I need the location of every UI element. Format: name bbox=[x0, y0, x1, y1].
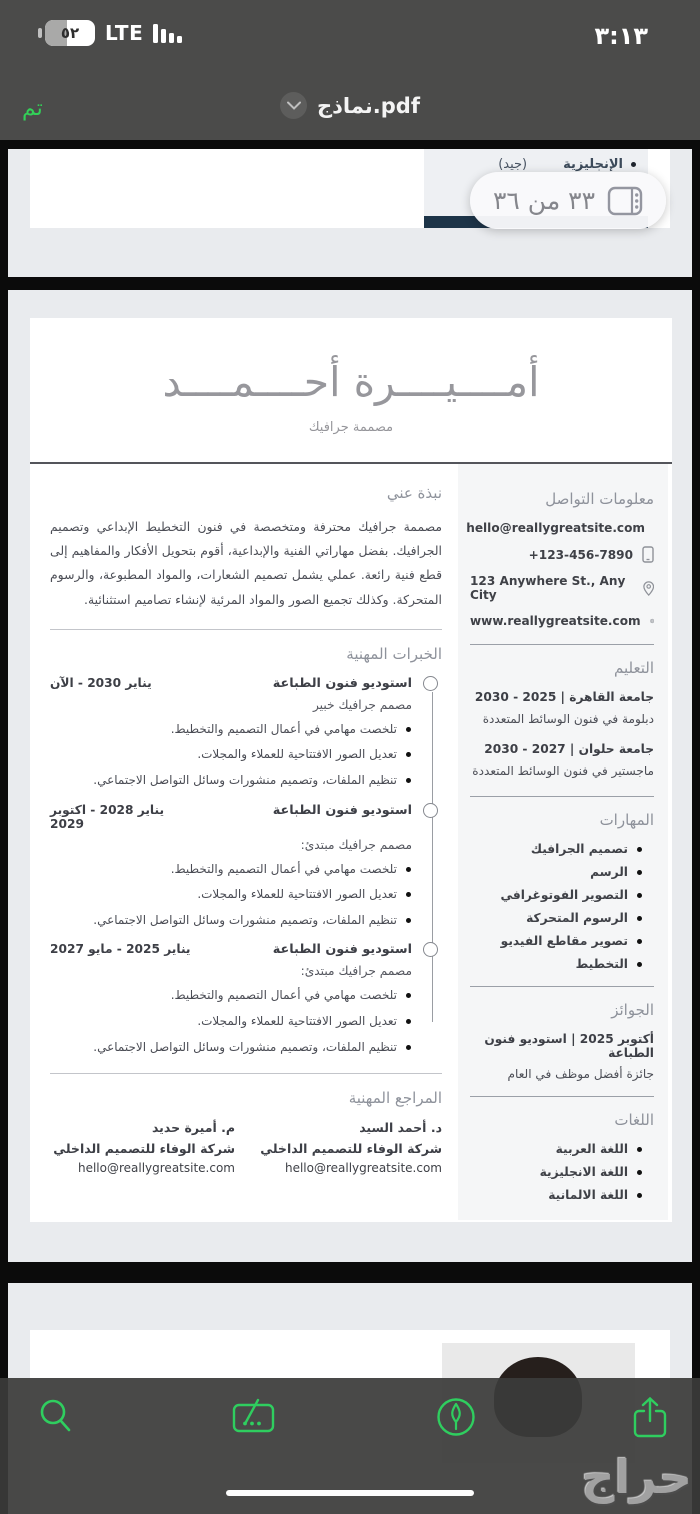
main-divider bbox=[50, 629, 442, 630]
bullet-icon bbox=[631, 162, 636, 167]
experience-bullets bbox=[50, 860, 412, 930]
resume-name: أمــــيــــرة أحــــمــــد bbox=[162, 358, 540, 406]
home-indicator[interactable] bbox=[226, 1490, 474, 1496]
experience-bullet: تنظيم الملفات، وتصميم منشورات وسائل التواصل الاجتماعي. bbox=[50, 911, 412, 930]
experience-company: استوديو فنون الطباعة bbox=[272, 802, 412, 818]
reference-name: د. أحمد السيد bbox=[359, 1120, 442, 1136]
search-icon[interactable] bbox=[36, 1396, 76, 1438]
status-left-group bbox=[38, 20, 182, 46]
award-date-company: أكتوبر 2025 | استوديو فنون الطباعة bbox=[484, 1032, 654, 1061]
reference-company: شركة الوفاء للتصميم الداخلي bbox=[53, 1141, 235, 1157]
language-item: اللغة الالمانية bbox=[470, 1188, 642, 1202]
experience-bullet: تنظيم الملفات، وتصميم منشورات وسائل التواصل الاجتماعي. bbox=[50, 771, 412, 790]
previous-page-preview[interactable] bbox=[8, 149, 692, 277]
page-indicator-label: ٣٣ من ٣٦ bbox=[492, 186, 596, 215]
sidebar-divider bbox=[470, 644, 654, 645]
resume-job-title: مصممة جرافيك bbox=[308, 420, 394, 435]
network-type-label: LTE bbox=[105, 21, 144, 45]
contact-phone: +123-456-7890 bbox=[528, 547, 633, 562]
sidebar-divider bbox=[470, 1096, 654, 1097]
globe-icon bbox=[650, 613, 654, 629]
resume-header bbox=[30, 318, 672, 464]
skill-item: الرسم bbox=[470, 865, 642, 879]
thumbnails-icon bbox=[607, 186, 643, 216]
education-entry bbox=[470, 690, 654, 730]
experience-company: استوديو فنون الطباعة bbox=[272, 675, 412, 691]
experience-timeline bbox=[50, 676, 442, 1056]
experience-bullet: تلخصت مهامي في أعمال التصميم والتخطيط. bbox=[50, 860, 412, 879]
timeline-node-icon bbox=[423, 942, 438, 957]
award-name: جائزة أفضل موظف في العام bbox=[507, 1067, 654, 1082]
references-row bbox=[50, 1120, 442, 1175]
reference-card bbox=[50, 1120, 235, 1175]
experience-company: استوديو فنون الطباعة bbox=[272, 942, 412, 958]
education-section-title: التعليم bbox=[614, 659, 654, 677]
previous-page-language-level: (جيد) bbox=[498, 157, 528, 172]
experience-bullet: تلخصت مهامي في أعمال التصميم والتخطيط. bbox=[50, 720, 412, 739]
experience-entry bbox=[50, 803, 412, 930]
sidebar-divider bbox=[470, 796, 654, 797]
bottom-toolbar bbox=[0, 1378, 700, 1514]
references-section-title: المراجع المهنية bbox=[348, 1089, 442, 1108]
education-institution-dates: جامعة حلوان | 2027 - 2030 bbox=[484, 741, 654, 756]
skills-section-title: المهارات bbox=[599, 811, 654, 830]
experience-section-title: الخبرات المهنية bbox=[346, 644, 442, 663]
bullet-icon bbox=[637, 870, 642, 875]
experience-entry bbox=[50, 942, 412, 1056]
phone-icon bbox=[642, 546, 654, 563]
education-degree: دبلومة في فنون الوسائط المتعددة bbox=[482, 712, 654, 726]
document-title: نماذج.pdf bbox=[317, 93, 420, 118]
contact-website: www.reallygreatsite.com bbox=[470, 614, 641, 628]
battery-icon bbox=[45, 20, 95, 46]
experience-bullet: تعديل الصور الافتتاحية للعملاء والمجلات. bbox=[50, 1012, 412, 1031]
education-institution-dates: جامعة القاهرة | 2025 - 2030 bbox=[474, 690, 654, 704]
bullet-icon bbox=[637, 847, 642, 852]
experience-bullets bbox=[50, 986, 412, 1056]
reference-card bbox=[257, 1120, 442, 1175]
previous-page-language: الإنجليزية bbox=[563, 157, 623, 172]
previous-page-language-row bbox=[432, 157, 636, 172]
resume-main-column bbox=[30, 464, 458, 1220]
location-icon bbox=[643, 580, 654, 597]
languages-section-title: اللغات bbox=[614, 1111, 654, 1130]
about-section-title: نبذة عني bbox=[386, 484, 442, 502]
share-icon[interactable] bbox=[630, 1396, 670, 1440]
markup-pen-icon[interactable] bbox=[435, 1396, 477, 1438]
bullet-icon bbox=[637, 916, 642, 921]
experience-role: مصمم جرافيك مبتدئ: bbox=[300, 837, 412, 852]
experience-bullet: تعديل الصور الافتتاحية للعملاء والمجلات. bbox=[50, 885, 412, 904]
contact-item-address bbox=[470, 574, 654, 602]
reference-email: hello@reallygreatsite.com bbox=[284, 1161, 442, 1176]
education-entry bbox=[470, 742, 654, 782]
language-item: اللغة العربية bbox=[470, 1142, 642, 1156]
experience-role: مصمم جرافيك خبير bbox=[312, 697, 412, 712]
skill-item: تصوير مقاطع الفيديو bbox=[470, 934, 642, 948]
awards-section-title: الجوائز bbox=[611, 1001, 654, 1020]
skill-item: تصميم الجرافيك bbox=[470, 842, 642, 856]
reference-company: شركة الوفاء للتصميم الداخلي bbox=[260, 1141, 442, 1157]
skills-list bbox=[470, 842, 654, 971]
languages-list bbox=[470, 1142, 654, 1202]
signature-icon[interactable] bbox=[232, 1396, 276, 1436]
status-time: ٣:١٣ bbox=[594, 22, 648, 50]
chevron-down-icon[interactable] bbox=[280, 92, 307, 119]
experience-role: مصمم جرافيك مبتدئ: bbox=[300, 964, 412, 979]
haraj-watermark: حراج bbox=[581, 1450, 692, 1504]
contact-email: hello@reallygreatsite.com bbox=[466, 521, 645, 535]
contact-item-email bbox=[466, 521, 654, 535]
bullet-icon bbox=[637, 1170, 642, 1175]
experience-entry bbox=[50, 676, 412, 790]
reference-name: م. أميرة حديد bbox=[151, 1120, 235, 1136]
language-item: اللغة الانجليزية bbox=[470, 1165, 642, 1179]
experience-bullet: تعديل الصور الافتتاحية للعملاء والمجلات. bbox=[50, 745, 412, 764]
battery-cap-icon bbox=[38, 28, 42, 38]
top-bar bbox=[0, 0, 700, 140]
resume-page bbox=[30, 318, 672, 1222]
bullet-icon bbox=[637, 1147, 642, 1152]
experience-dates: يناير 2030 - الآن bbox=[50, 675, 152, 690]
bullet-icon bbox=[637, 1193, 642, 1198]
page-indicator-pill[interactable] bbox=[470, 172, 666, 229]
bullet-icon bbox=[637, 893, 642, 898]
timeline-line bbox=[432, 692, 434, 1022]
experience-bullet: تنظيم الملفات، وتصميم منشورات وسائل التواصل الاجتماعي. bbox=[50, 1038, 412, 1057]
done-button[interactable]: تم bbox=[22, 96, 43, 121]
resume-sidebar bbox=[458, 464, 668, 1220]
battery-percent: ٥٢ bbox=[60, 24, 80, 42]
experience-bullet: تلخصت مهامي في أعمال التصميم والتخطيط. bbox=[50, 986, 412, 1005]
skill-item: الرسوم المتحركة bbox=[470, 911, 642, 925]
sidebar-divider bbox=[470, 986, 654, 987]
document-title-group[interactable] bbox=[280, 92, 420, 119]
experience-dates: يناير 2025 - مايو 2027 bbox=[50, 942, 191, 957]
signal-bars-icon bbox=[153, 24, 182, 43]
timeline-node-icon bbox=[423, 803, 438, 818]
experience-dates: يناير 2028 - اكتوبر 2029 bbox=[50, 802, 165, 831]
contact-item-phone bbox=[470, 546, 654, 563]
reference-email: hello@reallygreatsite.com bbox=[77, 1161, 235, 1176]
skill-item: التخطيط bbox=[470, 957, 642, 971]
contact-item-website bbox=[470, 613, 654, 629]
pdf-page-viewer[interactable] bbox=[8, 290, 692, 1262]
contact-section-title: معلومات التواصل bbox=[545, 490, 654, 508]
about-text: مصممة جرافيك محترفة ومتخصصة في فنون التخطيط الإبداعي وتصميم الجرافيك. بفضل مهاراتي الفنية والإبداعية، أقوم بتحويل الأفكار والمفاهيم إلى قطع فنية رائعة. عملي يشمل تصميم الشعارات، والمواد المطبوعة، والرسوم المتحركة. وكذلك تجميع الصور والمواد المرئية لإنشاء تصاميم استثنائية. bbox=[50, 519, 442, 607]
main-divider bbox=[50, 1073, 442, 1074]
experience-bullets bbox=[50, 720, 412, 790]
skill-item: التصوير الفوتوغرافي bbox=[470, 888, 642, 902]
timeline-node-icon bbox=[423, 676, 438, 691]
education-degree: ماجستير في فنون الوسائط المتعددة bbox=[472, 763, 654, 778]
bullet-icon bbox=[637, 962, 642, 967]
contact-address: 123 Anywhere St., Any City bbox=[470, 574, 626, 602]
bullet-icon bbox=[637, 939, 642, 944]
